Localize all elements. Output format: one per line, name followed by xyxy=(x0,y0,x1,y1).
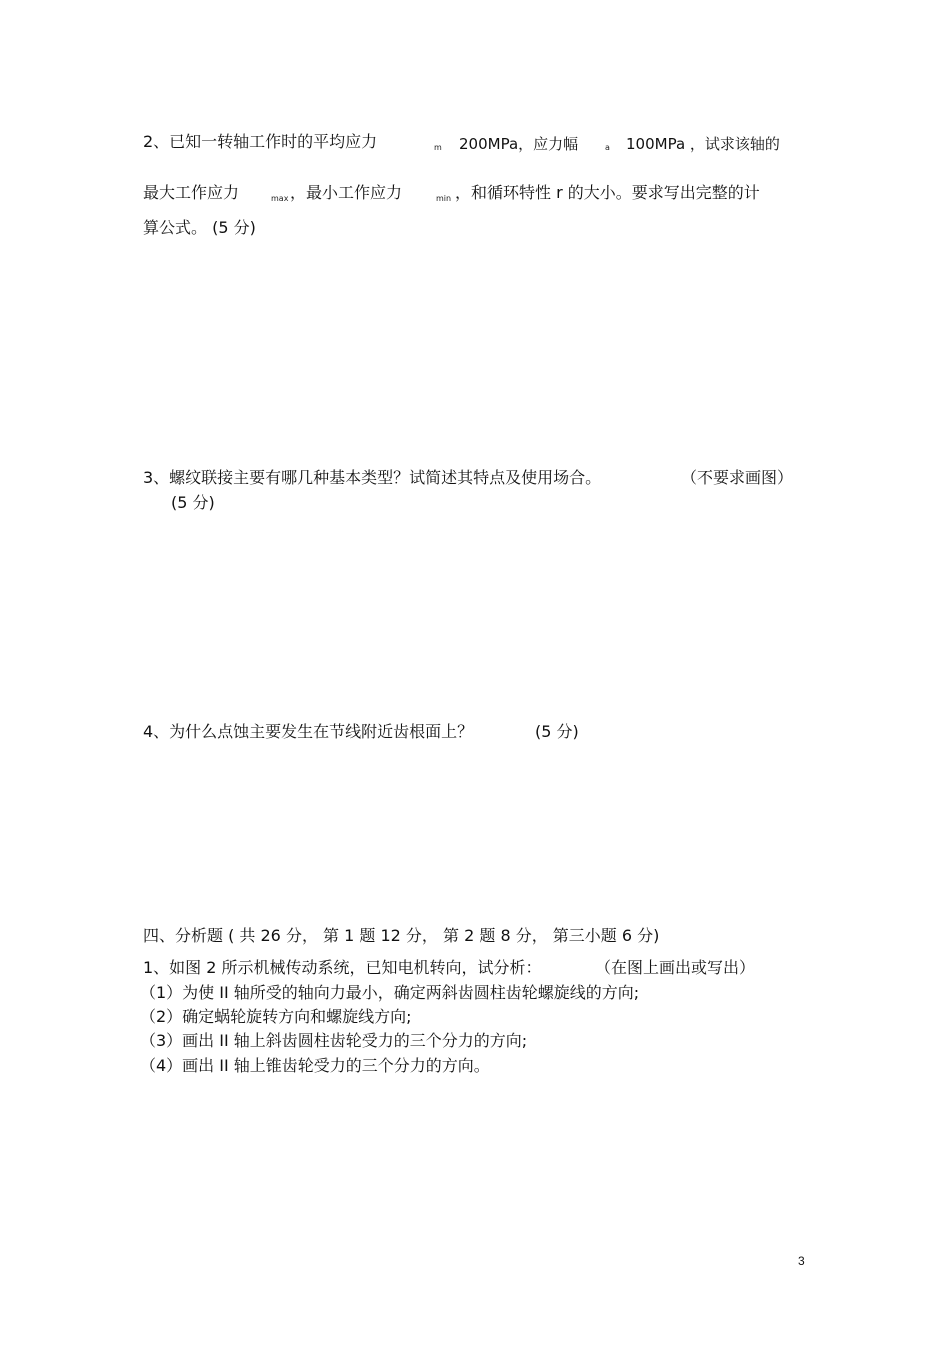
q2-mean-stress-value: 200MPa，应力幅 xyxy=(459,135,579,153)
list-item: （1）为使 II 轴所受的轴向力最小，确定两斜齿圆柱齿轮螺旋线的方向; xyxy=(140,983,640,1002)
list-item: （3）画出 II 轴上斜齿圆柱齿轮受力的三个分力的方向; xyxy=(140,1031,528,1050)
q3-score: (5 分) xyxy=(171,493,215,512)
q2-line2-text-a: 最大工作应力 xyxy=(143,183,240,202)
list-item: （2）确定蜗轮旋转方向和螺旋线方向; xyxy=(140,1007,412,1026)
q2-sub-min: min xyxy=(436,194,452,203)
q4-line1: 4、为什么点蚀主要发生在节线附近齿根面上？ xyxy=(143,722,474,741)
q3-note: （不要求画图） xyxy=(681,468,794,487)
q2-line1-text: 2、已知一转轴工作时的平均应力 xyxy=(143,132,378,151)
q2-line2-text-c: ，和循环特性 r 的大小。要求写出完整的计 xyxy=(455,183,760,202)
q2-amplitude-value: 100MPa ，试求该轴的 xyxy=(626,135,780,153)
page-number: 3 xyxy=(798,1254,805,1268)
q3-line1: 3、螺纹联接主要有哪几种基本类型？试简述其特点及使用场合。 xyxy=(143,468,602,487)
q2-sub-m: m xyxy=(434,143,442,152)
section4-heading: 四、分析题 ( 共 26 分， 第 1 题 12 分， 第 2 题 8 分， 第三小题 6 分) xyxy=(143,926,660,945)
section4-q1-note: （在图上画出或写出） xyxy=(595,958,756,977)
q2-sub-max: max xyxy=(271,194,289,203)
q4-score: (5 分) xyxy=(535,722,579,741)
q2-sub-a: a xyxy=(605,143,610,152)
list-item: （4）画出 II 轴上锥齿轮受力的三个分力的方向。 xyxy=(140,1056,490,1075)
q2-line2-text-b: ，最小工作应力 xyxy=(290,183,403,202)
section4-q1-line: 1、如图 2 所示机械传动系统，已知电机转向，试分析： xyxy=(143,958,542,977)
q2-line3: 算公式。 (5 分) xyxy=(143,218,256,237)
